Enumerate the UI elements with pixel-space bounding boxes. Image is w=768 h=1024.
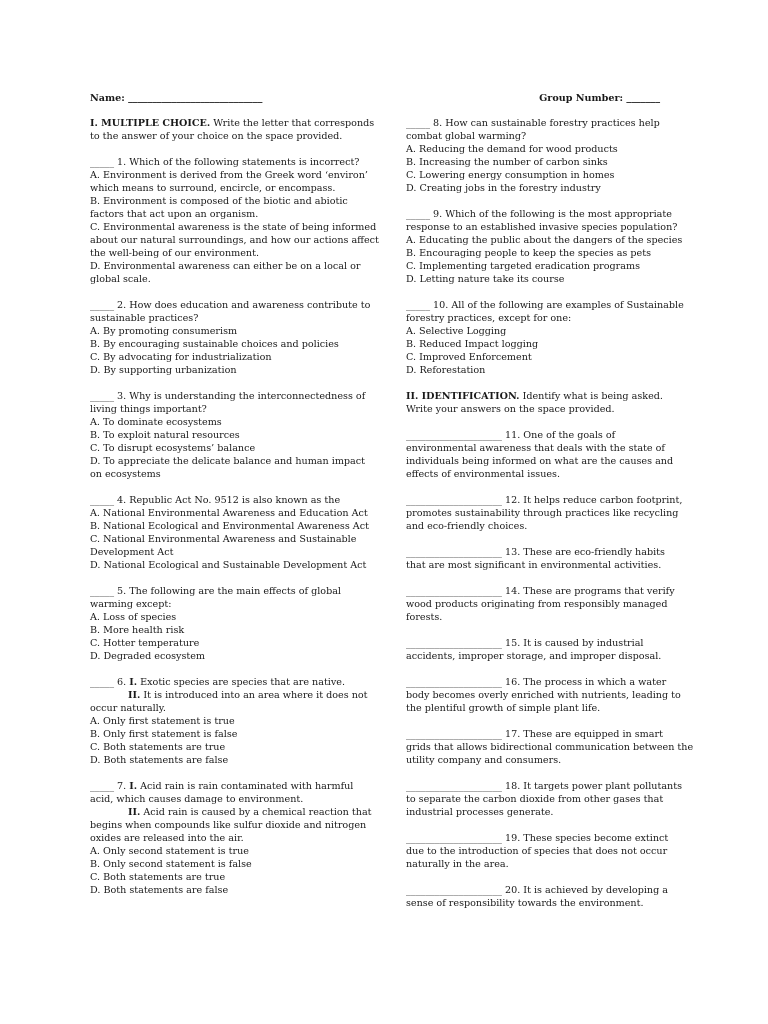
question-line [90,884,362,897]
question-block [406,429,678,481]
question-text: effects of environmental issues. [406,469,561,480]
question-line [90,650,362,663]
question-text: acid, which causes damage to environment. [90,794,304,805]
question-stem-line [90,780,362,793]
question-text: C. Hotter temperature [90,638,200,649]
question-text: D. Letting nature take its course [406,274,565,285]
question-block [406,585,678,624]
question-text: C. By advocating for industrialization [90,352,272,363]
question-stem-line [90,585,362,598]
question-line [90,806,372,819]
question-text: ____________________ 19. These species become extinct [406,833,669,844]
question-line [406,611,678,624]
question-text: A. Reducing the demand for wood products [406,144,618,155]
question-line [406,806,678,819]
question-text: to separate the carbon dioxide from other gases that [406,794,664,805]
question-text: grids that allows bidirectional communication between the [406,742,694,753]
question-text: C. Implementing targeted eradication programs [406,261,641,272]
question-line [90,871,362,884]
question-stem-line [406,585,678,598]
question-line [406,455,678,468]
question-block [90,676,368,767]
question-line [90,234,379,247]
section-title: I. MULTIPLE CHOICE. [90,118,211,129]
question-stem-line [406,494,683,507]
question-line [406,520,678,533]
question-text: D. By supporting urbanization [90,365,237,376]
question-text: wood products originating from responsibly managed [406,599,668,610]
question-text: B. Only second statement is false [90,859,252,870]
question-line [90,546,362,559]
question-text: ____________________ 16. The process in which a water [406,677,667,688]
question-text: Acid rain is caused by a chemical reaction that [140,807,372,818]
question-line [406,897,678,910]
question-line [406,468,678,481]
question-line [90,598,362,611]
section-instructions [90,117,375,143]
question-block [90,780,372,897]
question-text: on ecosystems [90,469,161,480]
question-text: D. Environmental awareness can either be on a local or [90,261,361,272]
question-text: and eco-friendly choices. [406,521,528,532]
question-line [406,689,681,702]
question-line [90,260,362,273]
question-text: A. To dominate ecosystems [90,417,222,428]
question-text: ____________________ 12. It helps reduce carbon footprint, [406,495,683,506]
question-text: D. Reforestation [406,365,486,376]
question-line [90,611,362,624]
left-column [90,117,379,910]
question-line [90,624,362,637]
question-stem-line [90,156,362,169]
question-line [90,507,368,520]
question-text: warming except: [90,599,172,610]
statement-number: II. [128,690,141,701]
question-text: which means to surround, encircle, or encompass. [90,183,336,194]
question-line [90,520,369,533]
question-text: environmental awareness that deals with the state of [406,443,665,454]
question-text: B. More health risk [90,625,185,636]
question-text: forests. [406,612,443,623]
right-column [406,117,694,923]
question-text: C. Improved Enforcement [406,352,532,363]
question-text: C. National Environmental Awareness and Sustainable [90,534,357,545]
question-text: B. By encouraging sustainable choices and policies [90,339,339,350]
question-text: A. Environment is derived from the Greek word ‘environ’ [90,170,368,181]
question-text: _____ 4. Republic Act No. 9512 is also known as the [90,495,341,506]
question-text: It is introduced into an area where it does not [140,690,368,701]
question-text: D. Both statements are false [90,885,229,896]
question-line [406,325,678,338]
question-text: ____________________ 15. It is caused by industrial [406,638,644,649]
question-line [90,429,362,442]
question-line [406,507,678,520]
question-text: begins when compounds like sulfur dioxide and nitrogen [90,820,367,831]
question-line [406,312,678,325]
question-text: _____ 8. How can sustainable forestry practices help [406,118,660,129]
question-line [90,715,362,728]
question-text: _____ 9. Which of the following is the most appropriate [406,209,672,220]
question-line [90,832,362,845]
question-line [406,650,678,663]
header [90,92,660,106]
question-stem-line [90,676,362,689]
question-line [406,598,678,611]
question-text: naturally in the area. [406,859,509,870]
question-block [90,299,371,377]
question-line [406,702,678,715]
question-text: D. National Ecological and Sustainable Development Act [90,560,367,571]
question-line [406,793,678,806]
question-line [90,325,362,338]
question-stem-line [406,884,678,897]
question-text: the well-being of our environment. [90,248,259,259]
question-stem-line [406,728,678,741]
question-line [406,221,678,234]
question-stem-line [406,780,683,793]
question-text: occur naturally. [90,703,166,714]
question-text: A. Selective Logging [406,326,507,337]
question-text: utility company and consumers. [406,755,562,766]
question-text: A. Only second statement is true [90,846,249,857]
question-line [406,247,678,260]
question-stem-line [406,832,678,845]
instruction-text: Identify what is being asked. [519,391,663,402]
question-text: ____________________ 14. These are programs that verify [406,586,675,597]
question-text: _____ 10. All of the following are examples of Sustainable [406,300,684,311]
question-text: B. Reduced Impact logging [406,339,539,350]
statement-number: II. [128,807,141,818]
question-text: global scale. [90,274,151,285]
question-line [90,273,362,286]
question-text: ____________________ 17. These are equipped in smart [406,729,663,740]
question-text: D. Degraded ecosystem [90,651,205,662]
question-block [90,585,362,663]
question-line [90,338,362,351]
question-line [90,468,362,481]
question-text: B. Environment is composed of the biotic and abiotic [90,196,348,207]
question-text: C. To disrupt ecosystems’ balance [90,443,256,454]
question-line [90,182,362,195]
question-text: ____________________ 20. It is achieved by developing a [406,885,669,896]
question-line [406,351,678,364]
question-text: B. Increasing the number of carbon sinks [406,157,608,168]
question-text: ____________________ 13. These are eco-friendly habits [406,547,665,558]
question-line [90,455,366,468]
question-stem-line [406,637,678,650]
section-title: II. IDENTIFICATION. [406,391,520,402]
instruction-line [90,130,362,143]
question-block [90,156,379,286]
question-block [406,117,678,195]
question-text: that are most significant in environmental activities. [406,560,662,571]
question-stem-line [406,429,678,442]
statement-number: I. [129,677,138,688]
question-line [90,195,362,208]
question-text: individuals being informed on what are the causes and [406,456,674,467]
question-line [90,689,368,702]
question-line [406,364,678,377]
question-block [406,832,678,871]
question-line [406,260,678,273]
question-text: forestry practices, except for one: [406,313,572,324]
statement-number: I. [129,781,138,792]
question-line [90,754,362,767]
question-text: industrial processes generate. [406,807,554,818]
question-line [90,403,362,416]
question-block [406,299,684,377]
answer-blank[interactable]: _____ 7. [90,781,130,792]
question-line [90,208,362,221]
question-block [406,780,683,819]
question-text: D. Both statements are false [90,755,229,766]
question-text: C. Environmental awareness is the state of being informed [90,222,377,233]
question-line [90,442,362,455]
question-text: living things important? [90,404,207,415]
question-text: _____ 1. Which of the following statements is incorrect? [90,157,360,168]
question-text: C. Lowering energy consumption in homes [406,170,615,181]
question-line [406,559,678,572]
question-block [90,494,369,572]
question-line [406,442,678,455]
question-text: D. Creating jobs in the forestry industry [406,183,601,194]
question-text: sustainable practices? [90,313,199,324]
question-text: D. To appreciate the delicate balance and human impact [90,456,366,467]
question-text: B. Encouraging people to keep the species as pets [406,248,652,259]
question-stem-line [406,117,678,130]
question-text: combat global warming? [406,131,527,142]
question-text: about our natural surroundings, and how our actions affect [90,235,379,246]
question-line [90,312,362,325]
question-line [406,234,683,247]
question-line [90,637,362,650]
question-text: accidents, improper storage, and improper disposal. [406,651,662,662]
question-text: _____ 5. The following are the main effects of global [90,586,342,597]
question-line [406,754,678,767]
instruction-line [406,390,678,403]
question-text: _____ 2. How does education and awareness contribute to [90,300,371,311]
question-stem-line [406,208,678,221]
instruction-text: Write the letter that corresponds [210,118,375,129]
question-text: A. By promoting consumerism [90,326,238,337]
question-text: promotes sustainability through practices like recycling [406,508,679,519]
instruction-line [90,117,375,130]
question-text: A. Educating the public about the dangers of the species [406,235,683,246]
question-line [90,351,362,364]
question-stem-line [406,676,678,689]
question-line [90,845,362,858]
question-line [90,533,362,546]
question-text: due to the introduction of species that does not occur [406,846,668,857]
instruction-text: to the answer of your choice on the space provided. [90,131,343,142]
question-block [406,208,683,286]
question-line [406,156,678,169]
section-instructions [406,390,678,416]
question-block [406,637,678,663]
question-text: factors that act upon an organism. [90,209,259,220]
question-line [90,741,362,754]
question-text: Acid rain is rain contaminated with harmful [137,781,354,792]
question-line [90,559,367,572]
question-line [406,130,678,143]
question-stem-line [90,299,371,312]
question-line [406,845,678,858]
question-line [90,728,362,741]
question-stem-line [90,494,362,507]
instruction-line [406,403,678,416]
question-text: body becomes overly enriched with nutrients, leading to [406,690,681,701]
question-text: ____________________ 18. It targets power plant pollutants [406,781,683,792]
question-line [406,143,678,156]
question-text: sense of responsibility towards the environment. [406,898,644,909]
question-line [406,182,678,195]
question-text: A. Loss of species [90,612,177,623]
question-text: B. National Ecological and Environmental Awareness Act [90,521,369,532]
question-text: the plentiful growth of simple plant life. [406,703,601,714]
question-text: Exotic species are species that are native. [137,677,346,688]
answer-blank[interactable]: _____ 6. [90,677,130,688]
question-text: _____ 3. Why is understanding the interconnectedness of [90,391,366,402]
question-line [406,273,678,286]
question-line [406,169,678,182]
question-line [90,793,362,806]
question-line [406,338,678,351]
question-line [406,858,678,871]
question-text: A. Only first statement is true [90,716,235,727]
instruction-text: Write your answers on the space provided. [406,404,615,415]
question-line [406,741,694,754]
question-text: oxides are released into the air. [90,833,244,844]
question-block [406,546,678,572]
question-block [406,494,683,533]
question-text: ____________________ 11. One of the goals of [406,430,616,441]
question-text: C. Both statements are true [90,872,226,883]
question-stem-line [406,299,684,312]
question-text: A. National Environmental Awareness and Education Act [90,508,368,519]
question-line [90,819,367,832]
question-line [90,247,362,260]
question-text: response to an established invasive species population? [406,222,678,233]
question-block [406,676,681,715]
question-text: Development Act [90,547,174,558]
question-line [90,702,362,715]
question-line [90,858,362,871]
question-text: B. To exploit natural resources [90,430,240,441]
question-text: C. Both statements are true [90,742,226,753]
question-block [406,728,694,767]
question-block [90,390,366,481]
question-stem-line [90,390,366,403]
group-number-field-label[interactable]: Group Number: _______ [539,93,660,104]
question-text: B. Only first statement is false [90,729,238,740]
question-line [90,364,362,377]
question-stem-line [406,546,678,559]
question-line [90,416,362,429]
name-field-label[interactable]: Name: ____________________________ [90,93,263,104]
question-block [406,884,678,910]
question-line [90,221,377,234]
question-line [90,169,368,182]
